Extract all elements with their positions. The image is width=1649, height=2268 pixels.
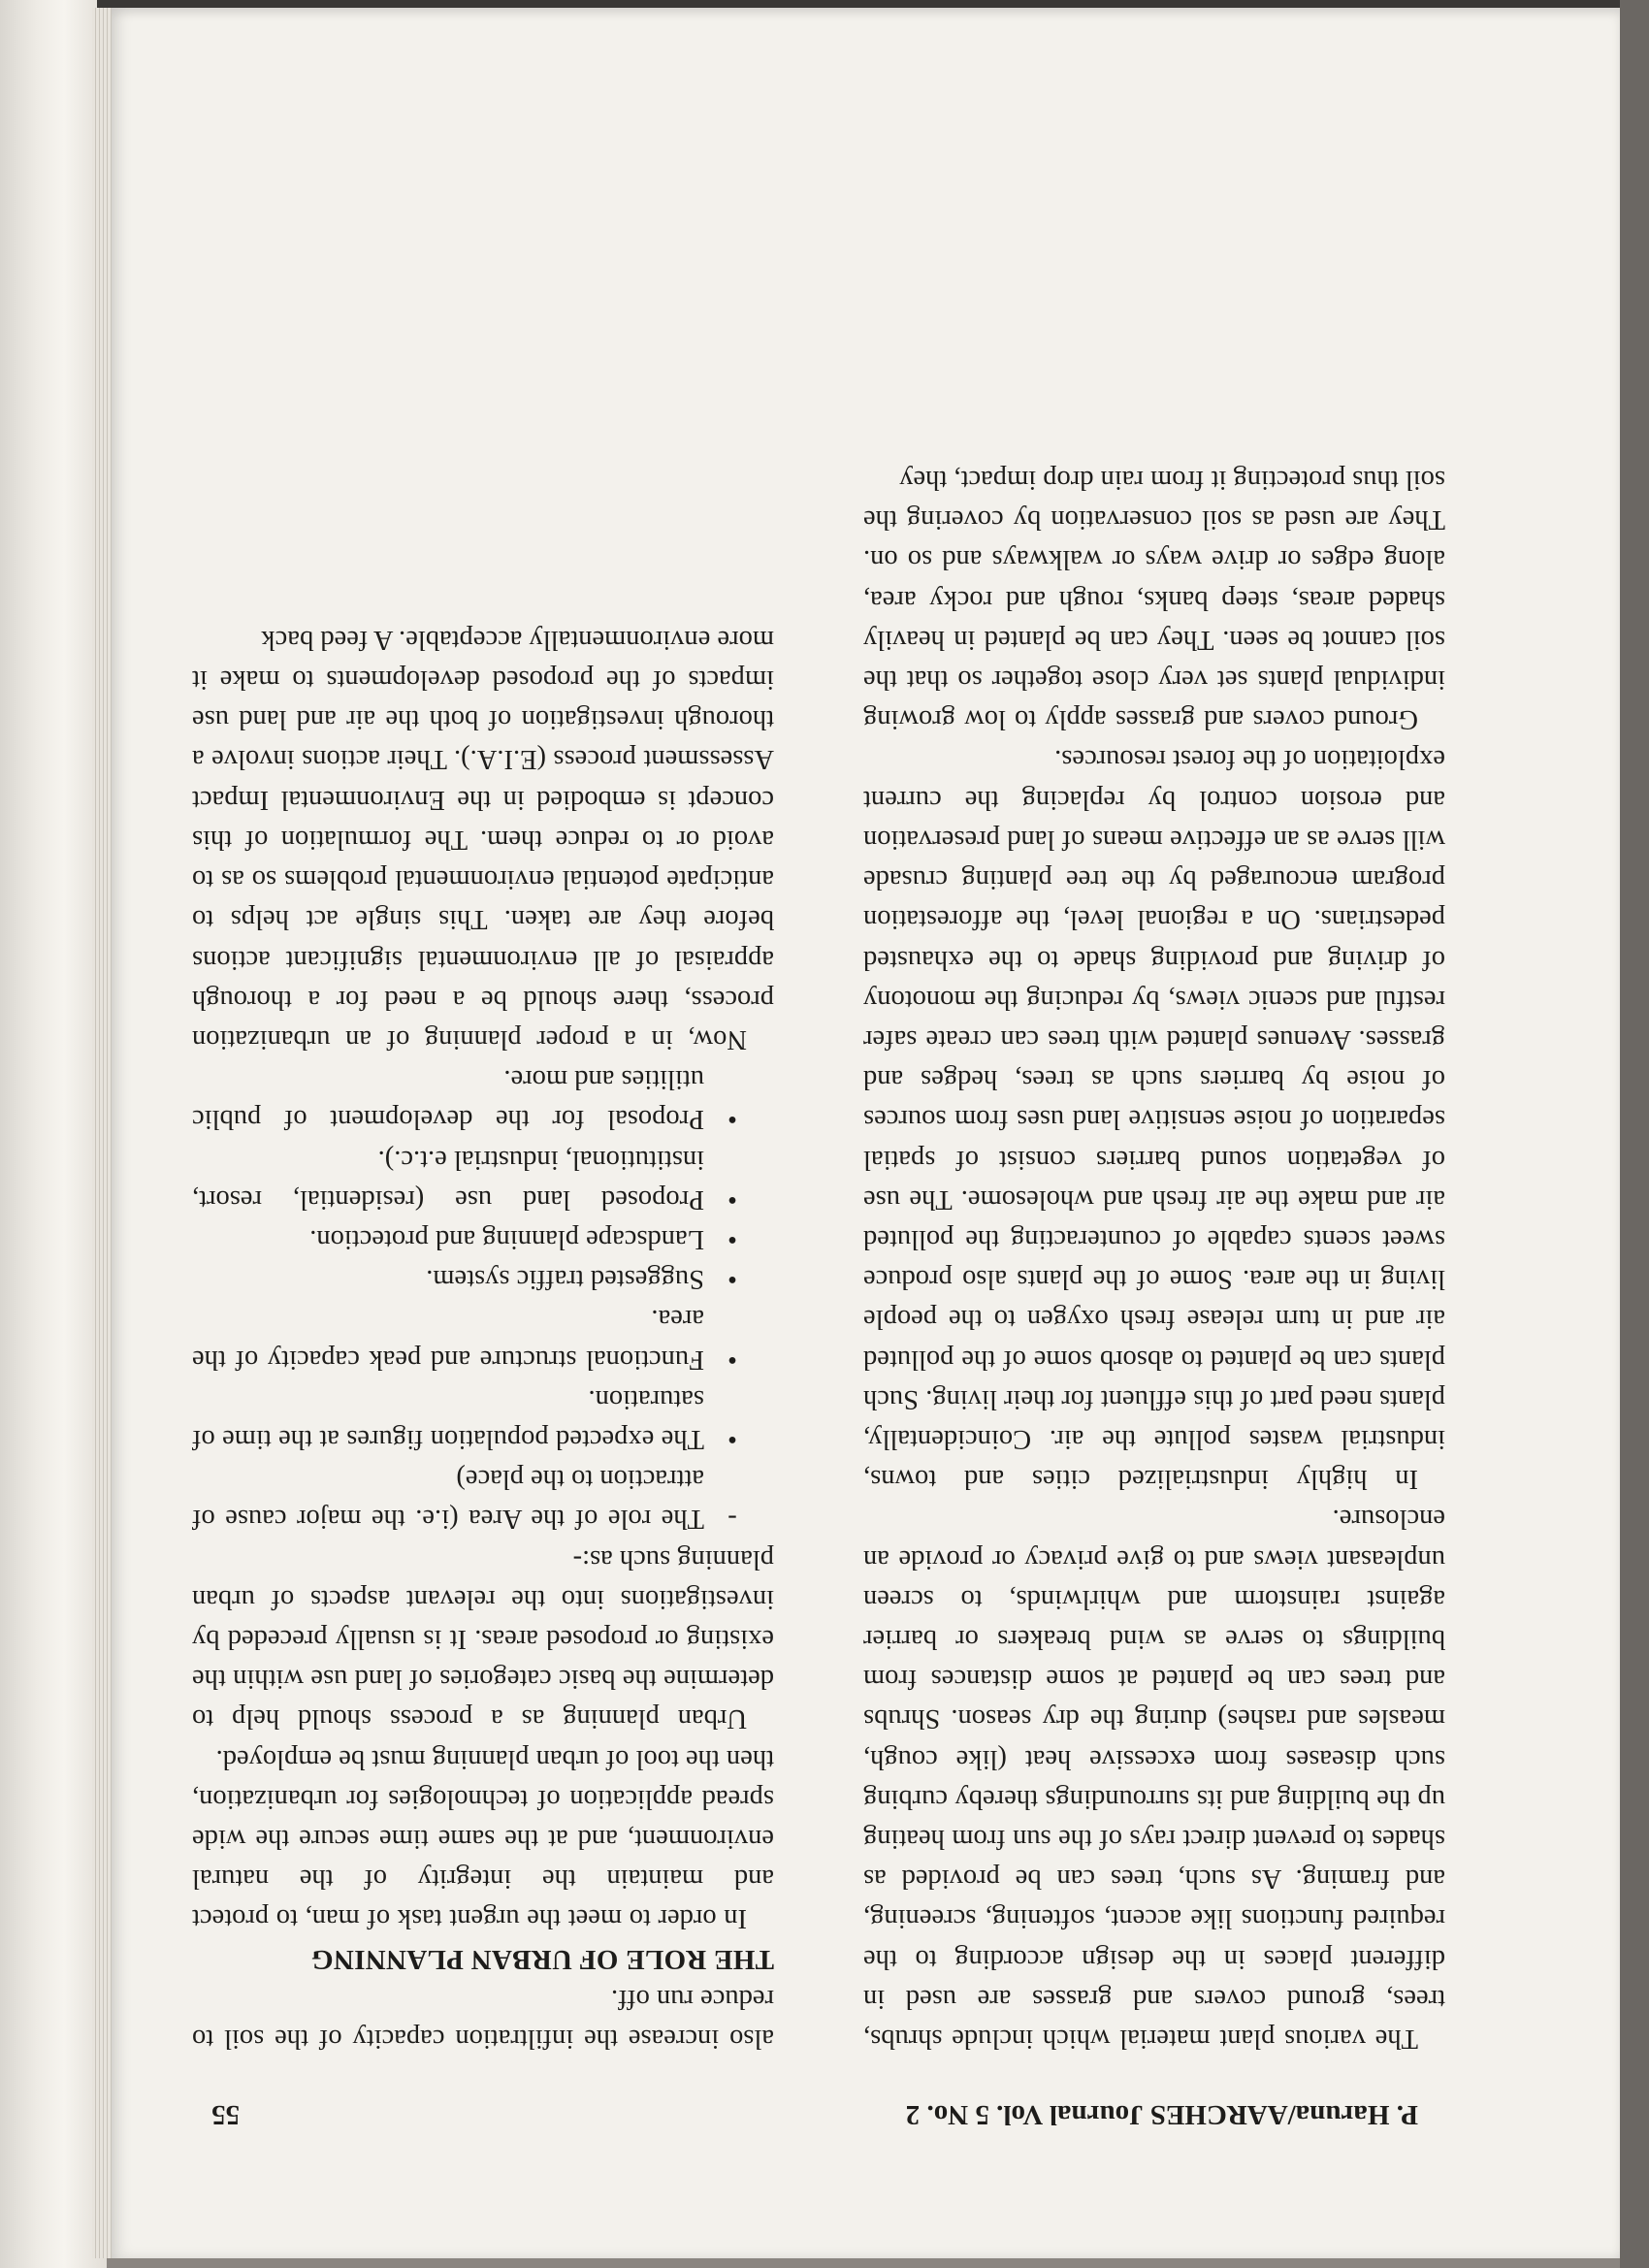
- investigation-list: [192, 1059, 774, 1539]
- page-number: 55: [211, 2099, 240, 2130]
- list-item-text: Landscape planning and protection.: [309, 1223, 704, 1254]
- scan-edge-right: [1620, 0, 1649, 2268]
- list-item-text: The role of the Area (i.e. the major cause of attraction to the place): [192, 1464, 704, 1535]
- list-marker: •: [728, 1223, 737, 1254]
- list-item: [192, 1299, 747, 1378]
- paragraph-plant-materials: The various plant material which include shrubs, trees, ground covers and grasses are used in different places in the design according to the required functions like accent, softening, screening, and framing. As such, trees can be provided as shades to prevent direct rays of the sun from heating up the building and its surroundings thereby curbing such diseases from excessive heat (like cough, measles and rashes) during the dry season. Shrubs and trees can be planted at some distances from buildings to serve as wind breakers or barrier against rainstorm and whirlwinds, to screen unpleasant views and to give privacy or provide an enclosure.: [863, 1504, 1445, 2054]
- paragraph-continued: also increase the infiltration capacity of the soil to reduce run off.: [192, 1983, 774, 2054]
- section-heading: THE ROLE OF URBAN PLANNING: [310, 1943, 774, 1975]
- left-column: [863, 460, 1445, 2058]
- journal-title: P. Haruna/AARCHES Journal Vol. 5 No. 2: [905, 2099, 1418, 2130]
- list-item: [192, 1059, 747, 1139]
- list-marker: •: [728, 1264, 737, 1295]
- list-marker: -: [728, 1504, 737, 1535]
- list-item-text: Proposal for the development of public utilities and more.: [192, 1064, 704, 1135]
- scan-margin-left: [0, 0, 107, 2268]
- list-marker: •: [728, 1423, 737, 1454]
- paragraph-eia: Now, in a proper planning of an urbanization process, there should be a need for a thorough appraisal of all environmental significant actions before they are taken. This single act helps to anticipate potential environmental problems so as to avoid or to reduce them. The formulation of this concept is embodied in the Environmental Impact Assessment process (E.I.A.). Their actions involve a thorough investigation of both the air and land use impacts of the proposed developments to make it more environmentally acceptable. A feed back: [192, 624, 774, 1054]
- list-item-text: Functional structure and peak capacity of the area.: [192, 1304, 704, 1375]
- list-item: [192, 1459, 747, 1539]
- list-item-text: Suggested traffic system.: [426, 1264, 704, 1295]
- list-item: [192, 1139, 747, 1218]
- list-item: [192, 1259, 747, 1299]
- list-marker: •: [728, 1104, 737, 1135]
- list-item: [192, 1219, 747, 1259]
- list-item-text: Proposed land use (residential, resort, institutional, industrial e.t.c.).: [192, 1144, 704, 1215]
- page-content-upside-down: [184, 136, 1445, 2134]
- paragraph-planning-process: Urban planning as a process should help to determine the basic categories of land use within the existing or proposed areas. It is usually preceded by investigations into the relevant aspects of urban planning such as:-: [192, 1543, 774, 1734]
- page-stack-edges: [92, 8, 113, 2258]
- list-item: [192, 1379, 747, 1459]
- paragraph-ground-covers: Ground covers and grasses apply to low growing individual plants set very close together so that the soil cannot be seen. They can be planted in heavily shaded areas, steep banks, rough and rocky area, along edges or drive ways or walkways and so on. They are used as soil conservation by covering the soil thus protecting it from rain drop impact, they: [863, 465, 1445, 735]
- paragraph-urgent-task: In order to meet the urgent task of man, to protect and maintain the integrity of the natural environment, and at the same time secure the wide spread application of technologies for urbanization, then the tool of urban planning must be employed.: [192, 1743, 774, 1934]
- list-item-text: The expected population figures at the time of saturation.: [192, 1383, 704, 1454]
- list-marker: •: [728, 1183, 737, 1215]
- paragraph-industrial-cities: In highly industrialized cities and towns, industrial wastes pollute the air. Coincidentally, plants need part of this effluent for their living. Such plants can be planted to absorb some of the polluted air and in turn release fresh oxygen to the people living in the area. Some of the plants also produce sweet scents capable of counteracting the polluted air and make the air fresh and wholesome. The use of vegetation sound barriers consist of spatial separation of noise sensitive land uses from sources of noise by barriers such as trees, hedges and grasses. Avenues planted with trees can create safer restful and scenic views, by reducing the monotony of driving and providing shade to the exhausted pedestrians. On a regional level, the afforestation program encouraged by the tree planting crusade will serve as an effective means of land preservation and erosion control by replacing the current exploitation of the forest resources.: [863, 744, 1445, 1495]
- running-head: [184, 2086, 1445, 2134]
- right-column: [192, 620, 774, 2058]
- list-marker: •: [728, 1344, 737, 1375]
